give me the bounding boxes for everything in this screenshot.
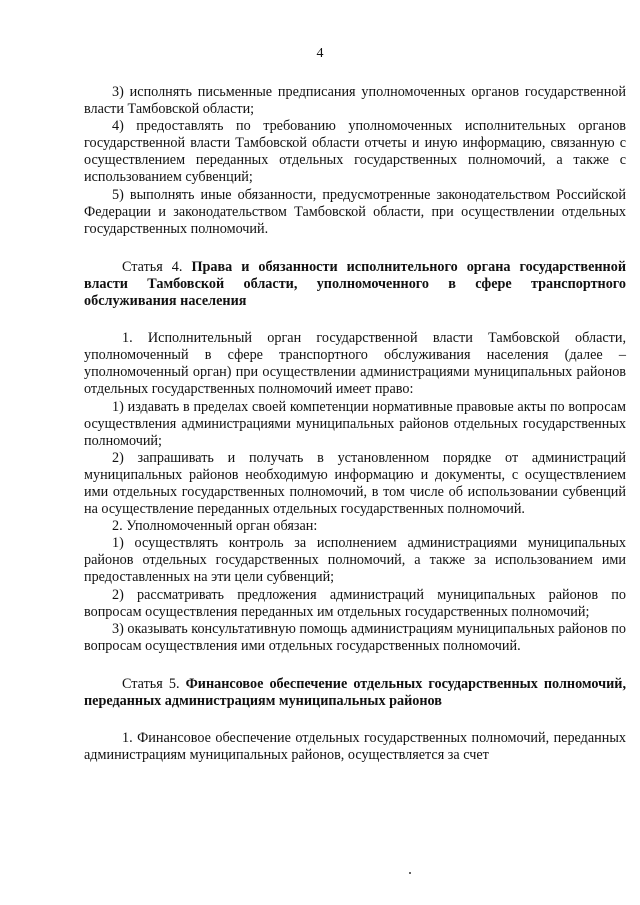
page-number: 4 xyxy=(316,46,324,61)
paragraph: 2) рассматривать предложения администраций муниципальных районов по вопросам осуществления переданных им отдельных государственных полномочий; xyxy=(84,586,626,620)
paragraph: 4) предоставлять по требованию уполномоченных исполнительных органов государственной власти Тамбовской области отчеты и иную информацию, связанную с осуществлением переданных отдельных государственных полномочий, а также с использованием субвенций; xyxy=(84,118,626,186)
paragraph: 1) осуществлять контроль за исполнением администрациями муниципальных районов отдельных государственных полномочий, а также за использованием ими предоставленных на эти цели субвенций; xyxy=(84,535,626,586)
article-heading xyxy=(84,676,626,710)
scan-speck xyxy=(409,872,411,874)
paragraph: 3) исполнять письменные предписания уполномоченных органов государственной власти Тамбовской области; xyxy=(84,84,626,118)
document-body xyxy=(84,84,626,764)
article-number: Статья 4. xyxy=(122,258,183,275)
article-heading xyxy=(84,259,626,310)
paragraph: 2) запрашивать и получать в установленном порядке от администраций муниципальных районов необходимую информацию и документы, с осуществлением ими отдельных государственных полномочий, в том числе об использовании субвенций на осуществление переданных отдельных государственных полномочий. xyxy=(84,449,626,518)
paragraph: 3) оказывать консультативную помощь администрациям муниципальных районов по вопросам осуществления ими отдельных государственных полномочий. xyxy=(84,620,626,654)
paragraph: 1) издавать в пределах своей компетенции нормативные правовые акты по вопросам осуществления администрациями муниципальных районов отдельных государственных полномочий; xyxy=(84,398,626,449)
paragraph: 2. Уполномоченный орган обязан: xyxy=(112,518,318,535)
article-number: Статья 5. xyxy=(122,675,180,692)
article-title: Финансовое обеспечение отдельных государственных полномочий, переданных администрациям муниципальных районов xyxy=(84,675,627,709)
paragraph: 5) выполнять иные обязанности, предусмотренные законодательством Российской Федерации и законодательством Тамбовской области, при осуществлении отдельных государственных полномочий. xyxy=(84,186,626,237)
paragraph: 1. Исполнительный орган государственной власти Тамбовской области, уполномоченный в сфере транспортного обслуживания населения (далее – уполномоченный орган) при осуществлении администрациями муниципальных районов отдельных государственных полномочий имеет право: xyxy=(84,330,626,398)
article-title: Права и обязанности исполнительного органа государственной власти Тамбовской области, уполномоченного в сфере транспортного обслуживания населения xyxy=(84,258,626,310)
paragraph: 1. Финансовое обеспечение отдельных государственных полномочий, переданных администрациям муниципальных районов, осуществляется за счет xyxy=(84,730,626,764)
